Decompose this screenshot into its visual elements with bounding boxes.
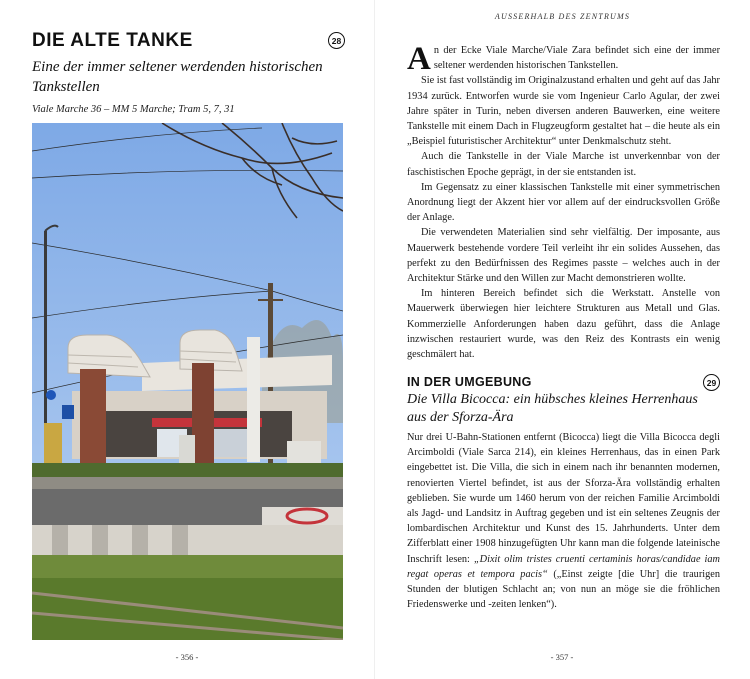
page-subtitle: Eine der immer seltener werdenden historischen Tankstellen <box>32 59 323 95</box>
article-paragraph: An der Ecke Viale Marche/Viale Zara befindet sich eine der immer seltener werdenden historischen Tankstellen. <box>407 41 720 77</box>
nearby-article <box>407 430 720 612</box>
main-article <box>407 43 720 362</box>
nearby-section-title: IN DER UMGEBUNG <box>407 375 532 389</box>
page-number-left: - 356 - <box>175 652 199 662</box>
gas-station-photo <box>32 123 343 640</box>
latin-inscription: „Dixit olim tristes cruenti certaminis horas/candidae iam regat operas et tempora pacis“ <box>407 553 720 580</box>
article-paragraph: Sie ist fast vollständig im Originalzustand erhalten und geht auf das Jahr 1934 zurück. Entworfen wurde sie vom Ingenieur Carlo Agular, der zwei Jahre später in Turin, neben diversen anderen Bauwerken, eine weitere Tankstelle mit einem Dach in Flugzeugform gestaltet hat – die heute als ein „Beispiel futuristischer Architektur“ unter Denkmalschutz steht. <box>407 75 720 148</box>
article-paragraph: Im hinteren Bereich befindet sich die Werkstatt. Anstelle von Mauerwerk überwiegen hier leichtere Strukturen aus Metall und Glas. Kommerzielle Anforderungen haben dazu geführt, dass die Anlage inzwischen restauriert wurde, was den Reiz des Kontrasts ein wenig geschmälert hat. <box>407 288 720 361</box>
page-title: DIE ALTE TANKE <box>32 30 193 51</box>
entry-number-badge: 28 <box>328 32 345 49</box>
address-line: Viale Marche 36 – MM 5 Marche; Tram 5, 7, 31 <box>32 104 235 115</box>
drop-cap: A <box>407 41 431 77</box>
right-page <box>375 0 750 679</box>
running-header: AUSSERHALB DES ZENTRUMS <box>494 12 631 21</box>
page-number-right: - 357 - <box>550 652 574 662</box>
article-paragraph: Auch die Tankstelle in der Viale Marche ist unverkennbar von der faschistischen Epoche geprägt, in der sie entstanden ist. <box>407 151 720 178</box>
article-paragraph: Im Gegensatz zu einer klassischen Tankstelle mit einer symmetrischen Anordnung liegt der Akzent hier vor allem auf der eindrucksvollen Größe der Anlage. <box>407 181 720 224</box>
nearby-number-badge: 29 <box>703 374 720 391</box>
nearby-paragraph: Nur drei U-Bahn-Stationen entfernt (Bicocca) liegt die Villa Bicocca degli Arcimboldi (Viale Sarca 214), ein kleines Herrenhaus, das in einen Park eingebettet ist. Die Villa, die sich in einem nach ihr benannten modernen, renovierten Viertel befindet, ist aus der Sforza-Ära vollständig erhalten geblieben. Sie wurde um 1460 herum von der reichen Familie Arcimboldi als Jagd- und Landsitz in Auftrag gegeben und ist ein seltenes Zeugnis der lombardischen Architektur und Kunst des 15. Jahrhunderts. Unter dem Zifferblatt einer 1908 hinzugefügten Uhr kann man die folgende lateinische Inschrift lesen: „Dixit olim tristes cruenti certaminis horas/candidae iam regat operas et tempora pacis“ („Einst zeigte [die Uhr] die traurigen Stunden der blutigen Schlacht an; von nun an möge sie die fröhlichen Friedenswerke und -zeiten lenken“). <box>407 432 720 611</box>
nearby-subtitle: Die Villa Bicocca: ein hübsches kleines Herrenhaus aus der Sforza-Ära <box>407 392 698 425</box>
article-paragraph: Die verwendeten Materialien sind sehr vielfältig. Der imposante, aus Mauerwerk bestehende vordere Teil verleiht ihr ein solides Aussehen, das perfekt zu den Bedürfnissen des Regimes passte – welches auch in der Architektur Stärke und den Willen zur Macht demonstrieren wollte. <box>407 227 720 285</box>
